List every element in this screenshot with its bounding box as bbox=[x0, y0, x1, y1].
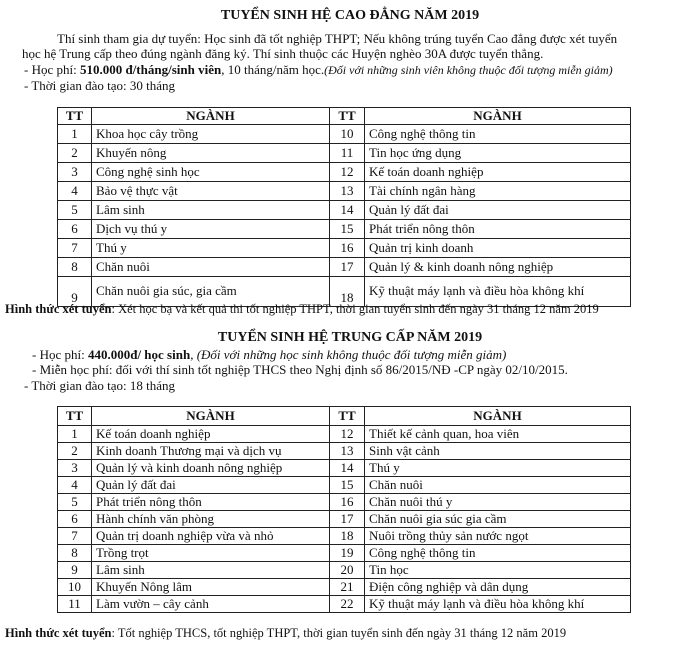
tt-cell: 3 bbox=[58, 162, 92, 181]
tc-title: TUYỂN SINH HỆ TRUNG CẤP NĂM 2019 bbox=[217, 330, 483, 345]
major-cell: Phát triển nông thôn bbox=[365, 219, 631, 238]
tt-cell: 18 bbox=[330, 528, 365, 545]
tt-cell: 6 bbox=[58, 219, 92, 238]
tc-header-tt-left: TT bbox=[58, 407, 92, 426]
tt-cell: 14 bbox=[330, 460, 365, 477]
tt-cell: 7 bbox=[58, 238, 92, 257]
major-cell: Quản lý đất đai bbox=[365, 200, 631, 219]
major-cell: Bảo vệ thực vật bbox=[92, 181, 330, 200]
major-cell: Phát triển nông thôn bbox=[92, 494, 330, 511]
table-row bbox=[58, 443, 631, 460]
tt-cell: 10 bbox=[58, 579, 92, 596]
major-cell: Kế toán doanh nghiệp bbox=[365, 162, 631, 181]
major-cell: Công nghệ thông tin bbox=[365, 545, 631, 562]
major-cell: Làm vườn – cây cảnh bbox=[92, 596, 330, 613]
tt-cell: 1 bbox=[58, 124, 92, 143]
major-cell: Hành chính văn phòng bbox=[92, 511, 330, 528]
tt-cell: 4 bbox=[58, 477, 92, 494]
tc-fee bbox=[32, 347, 700, 363]
tc-header-nganh-left: NGÀNH bbox=[92, 407, 330, 426]
cd-header-nganh-right: NGÀNH bbox=[365, 108, 631, 125]
table-row bbox=[58, 162, 631, 181]
table-row bbox=[58, 545, 631, 562]
tc-table-header bbox=[58, 407, 631, 426]
tc-fee-note: , (Đối với những học sinh không thuộc đối tượng miễn giảm) bbox=[190, 346, 507, 362]
tt-cell: 12 bbox=[330, 426, 365, 443]
table-row bbox=[58, 426, 631, 443]
tc-foot-label: Hình thức xét tuyển bbox=[5, 626, 112, 640]
major-cell: Tài chính ngân hàng bbox=[365, 181, 631, 200]
cd-header-tt-left: TT bbox=[58, 108, 92, 125]
cd-title: TUYỂN SINH HỆ CAO ĐẲNG NĂM 2019 bbox=[220, 8, 480, 23]
cd-foot-label: Hình thức xét tuyển bbox=[5, 302, 112, 316]
tt-cell: 13 bbox=[330, 181, 365, 200]
tt-cell: 15 bbox=[330, 219, 365, 238]
table-row bbox=[58, 257, 631, 276]
table-row bbox=[58, 477, 631, 494]
table-row bbox=[58, 596, 631, 613]
tt-cell: 12 bbox=[330, 162, 365, 181]
major-cell: Nuôi trồng thủy sản nước ngọt bbox=[365, 528, 631, 545]
major-cell: Kỹ thuật máy lạnh và điều hòa không khí bbox=[365, 596, 631, 613]
tt-cell: 19 bbox=[330, 545, 365, 562]
tc-table-wrap bbox=[0, 406, 631, 613]
tc-duration: - Thời gian đào tạo: 18 tháng bbox=[24, 377, 176, 393]
tt-cell: 6 bbox=[58, 511, 92, 528]
tc-header-nganh-right: NGÀNH bbox=[365, 407, 631, 426]
tc-header-tt-right: TT bbox=[330, 407, 365, 426]
major-cell: Quản lý đất đai bbox=[92, 477, 330, 494]
major-cell: Kế toán doanh nghiệp bbox=[92, 426, 330, 443]
major-cell: Thiết kế cảnh quan, hoa viên bbox=[365, 426, 631, 443]
major-cell: Tin học bbox=[365, 562, 631, 579]
tt-cell: 18 bbox=[330, 276, 365, 306]
tc-fee-prefix: - Học phí: bbox=[32, 346, 88, 362]
cd-header-nganh-left: NGÀNH bbox=[92, 108, 330, 125]
major-cell: Lâm sinh bbox=[92, 200, 330, 219]
major-cell: Chăn nuôi gia súc, gia cầm bbox=[92, 276, 330, 306]
tt-cell: 11 bbox=[330, 143, 365, 162]
tt-cell: 5 bbox=[58, 200, 92, 219]
table-row bbox=[58, 579, 631, 596]
major-cell: Khuyến Nông lâm bbox=[92, 579, 330, 596]
table-row bbox=[58, 143, 631, 162]
cd-table-header bbox=[58, 108, 631, 125]
tt-cell: 8 bbox=[58, 257, 92, 276]
major-cell: Chăn nuôi thú y bbox=[365, 494, 631, 511]
tt-cell: 13 bbox=[330, 443, 365, 460]
major-cell: Công nghệ sinh học bbox=[92, 162, 330, 181]
table-row bbox=[58, 219, 631, 238]
major-cell: Khuyến nông bbox=[92, 143, 330, 162]
major-cell: Quản lý và kinh doanh nông nghiệp bbox=[92, 460, 330, 477]
major-cell: Khoa học cây trồng bbox=[92, 124, 330, 143]
tt-cell: 8 bbox=[58, 545, 92, 562]
tt-cell: 4 bbox=[58, 181, 92, 200]
table-row bbox=[58, 124, 631, 143]
major-cell: Tin học ứng dụng bbox=[365, 143, 631, 162]
table-row bbox=[58, 238, 631, 257]
tc-section bbox=[0, 330, 700, 394]
table-row bbox=[58, 460, 631, 477]
cd-foot-text: : Xét học bạ và kết quả thi tốt nghiệp THPT, thời gian tuyển sinh đến ngày 31 tháng 12 năm 2019 bbox=[111, 302, 599, 316]
major-cell: Sinh vật cảnh bbox=[365, 443, 631, 460]
major-cell: Quản trị kinh doanh bbox=[365, 238, 631, 257]
major-cell: Công nghệ thông tin bbox=[365, 124, 631, 143]
cd-duration: - Thời gian đào tạo: 30 tháng bbox=[24, 77, 176, 93]
tt-cell: 16 bbox=[330, 238, 365, 257]
tc-table bbox=[57, 406, 631, 613]
tt-cell: 21 bbox=[330, 579, 365, 596]
major-cell: Chăn nuôi bbox=[92, 257, 330, 276]
cd-fee-mid: , 10 tháng/năm học. bbox=[221, 61, 325, 77]
table-row bbox=[58, 511, 631, 528]
tt-cell: 17 bbox=[330, 511, 365, 528]
tt-cell: 7 bbox=[58, 528, 92, 545]
cd-intro-line1: Thí sinh tham gia dự tuyển: Học sinh đã tốt nghiệp THPT; Nếu không trúng tuyển Cao đẳng được xét tuyển bbox=[57, 30, 618, 46]
tt-cell: 15 bbox=[330, 477, 365, 494]
major-cell: Kinh doanh Thương mại và dịch vụ bbox=[92, 443, 330, 460]
tt-cell: 9 bbox=[58, 562, 92, 579]
major-cell: Dịch vụ thú y bbox=[92, 219, 330, 238]
tt-cell: 9 bbox=[58, 276, 92, 306]
major-cell: Trồng trọt bbox=[92, 545, 330, 562]
table-row bbox=[58, 562, 631, 579]
cd-header-tt-right: TT bbox=[330, 108, 365, 125]
table-row bbox=[58, 528, 631, 545]
cd-fee-prefix: - Học phí: bbox=[24, 61, 80, 77]
tt-cell: 5 bbox=[58, 494, 92, 511]
major-cell: Điện công nghiệp và dân dụng bbox=[365, 579, 631, 596]
cd-admission-method bbox=[5, 302, 599, 317]
tc-admission-method bbox=[5, 626, 566, 641]
major-cell: Chăn nuôi bbox=[365, 477, 631, 494]
tt-cell: 2 bbox=[58, 443, 92, 460]
major-cell: Thú y bbox=[92, 238, 330, 257]
tt-cell: 1 bbox=[58, 426, 92, 443]
major-cell: Quản trị doanh nghiệp vừa và nhỏ bbox=[92, 528, 330, 545]
tt-cell: 17 bbox=[330, 257, 365, 276]
major-cell: Thú y bbox=[365, 460, 631, 477]
major-cell: Chăn nuôi gia súc gia cầm bbox=[365, 511, 631, 528]
tc-foot-text: : Tốt nghiệp THCS, tốt nghiệp THPT, thời gian tuyển sinh đến ngày 31 tháng 12 năm 2019 bbox=[111, 626, 567, 640]
table-row bbox=[58, 200, 631, 219]
cd-fee-note: (Đối với những sinh viên không thuộc đối tượng miễn giảm) bbox=[324, 62, 613, 77]
tt-cell: 11 bbox=[58, 596, 92, 613]
table-row bbox=[58, 494, 631, 511]
tc-fee-value: 440.000đ/ học sinh bbox=[87, 346, 191, 362]
major-cell: Kỹ thuật máy lạnh và điều hòa không khí bbox=[365, 276, 631, 306]
tt-cell: 22 bbox=[330, 596, 365, 613]
major-cell: Lâm sinh bbox=[92, 562, 330, 579]
cd-table-wrap bbox=[0, 107, 631, 307]
tt-cell: 16 bbox=[330, 494, 365, 511]
cd-intro-line2: học hệ Trung cấp theo đúng ngành đăng ký. Thí sinh thuộc các Huyện nghèo 30A được tuyển thẳng. bbox=[22, 46, 544, 62]
table-row bbox=[58, 181, 631, 200]
cd-table bbox=[57, 107, 631, 307]
tt-cell: 20 bbox=[330, 562, 365, 579]
cd-fee bbox=[24, 62, 700, 78]
tt-cell: 2 bbox=[58, 143, 92, 162]
tc-exempt: - Miễn học phí: đối với thí sinh tốt nghiệp THCS theo Nghị định số 86/2015/NĐ -CP ngày 02/10/2015. bbox=[32, 362, 568, 378]
tt-cell: 14 bbox=[330, 200, 365, 219]
major-cell: Quản lý & kinh doanh nông nghiệp bbox=[365, 257, 631, 276]
cd-section bbox=[0, 8, 700, 93]
tt-cell: 10 bbox=[330, 124, 365, 143]
cd-fee-value: 510.000 đ/tháng/sinh viên bbox=[79, 61, 222, 77]
tt-cell: 3 bbox=[58, 460, 92, 477]
